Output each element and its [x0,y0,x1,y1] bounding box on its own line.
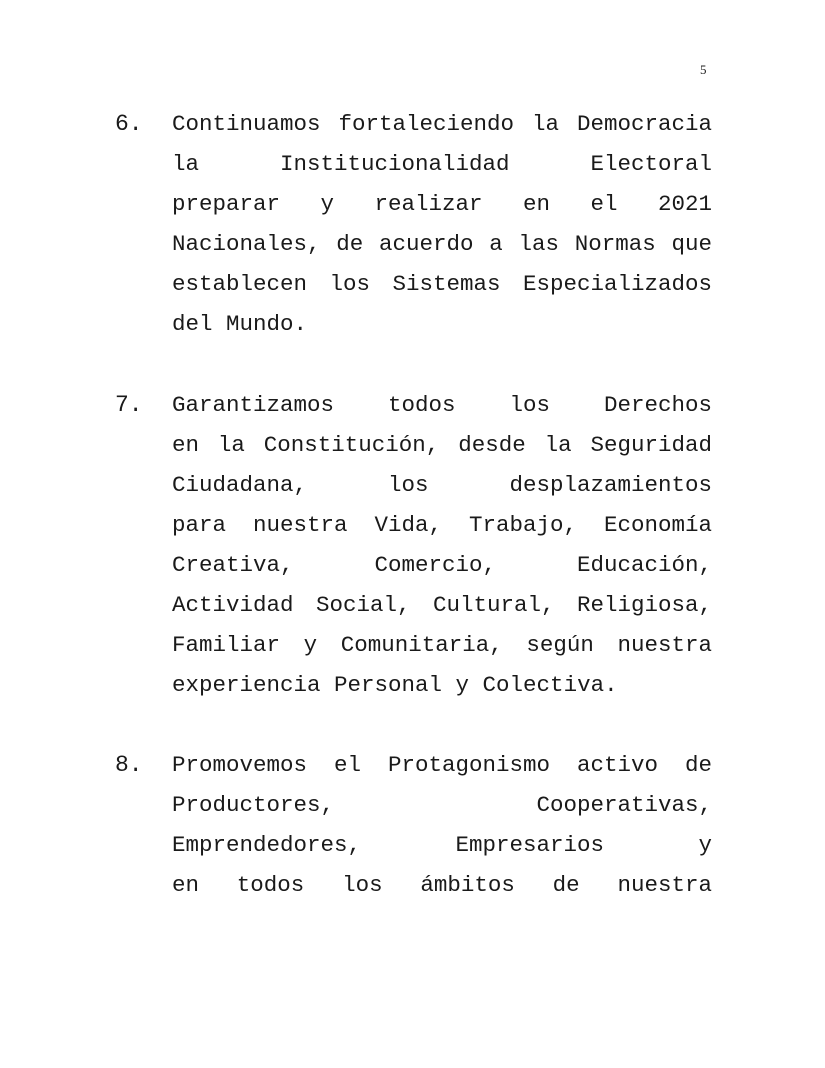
list-item-number: 7. [115,392,143,418]
text-line: establecen los Sistemas Especializados [172,271,712,297]
text-line: Productores, Cooperativas, [172,792,712,818]
list-item-text [172,104,712,344]
text-line: en la Constitución, desde la Seguridad [172,432,712,458]
text-line: para nuestra Vida, Trabajo, Economía [172,512,712,538]
text-line: la Institucionalidad Electoral [172,151,712,177]
list-item-number: 6. [115,111,143,137]
text-line: Ciudadana, los desplazamientos [172,472,712,498]
text-line: Nacionales, de acuerdo a las Normas que [172,231,712,257]
text-line: experiencia Personal y Colectiva. [172,672,618,698]
list-item-number: 8. [115,752,143,778]
text-line: del Mundo. [172,311,308,337]
text-line: Garantizamos todos los Derechos [172,392,712,418]
page-number: 5 [700,62,707,77]
text-line: Promovemos el Protagonismo activo de [172,752,712,778]
text-line: Continuamos fortaleciendo la Democracia [172,111,712,137]
text-line: Emprendedores, Empresarios y [172,832,712,858]
text-line: Actividad Social, Cultural, Religiosa, [172,592,712,618]
text-line: en todos los ámbitos de nuestra [172,872,712,898]
list-item-text [172,385,712,705]
text-line: Creativa, Comercio, Educación, [172,552,712,578]
text-line: preparar y realizar en el 2021 [172,191,712,217]
text-line: Familiar y Comunitaria, según nuestra [172,632,712,658]
list-item-text [172,745,712,905]
